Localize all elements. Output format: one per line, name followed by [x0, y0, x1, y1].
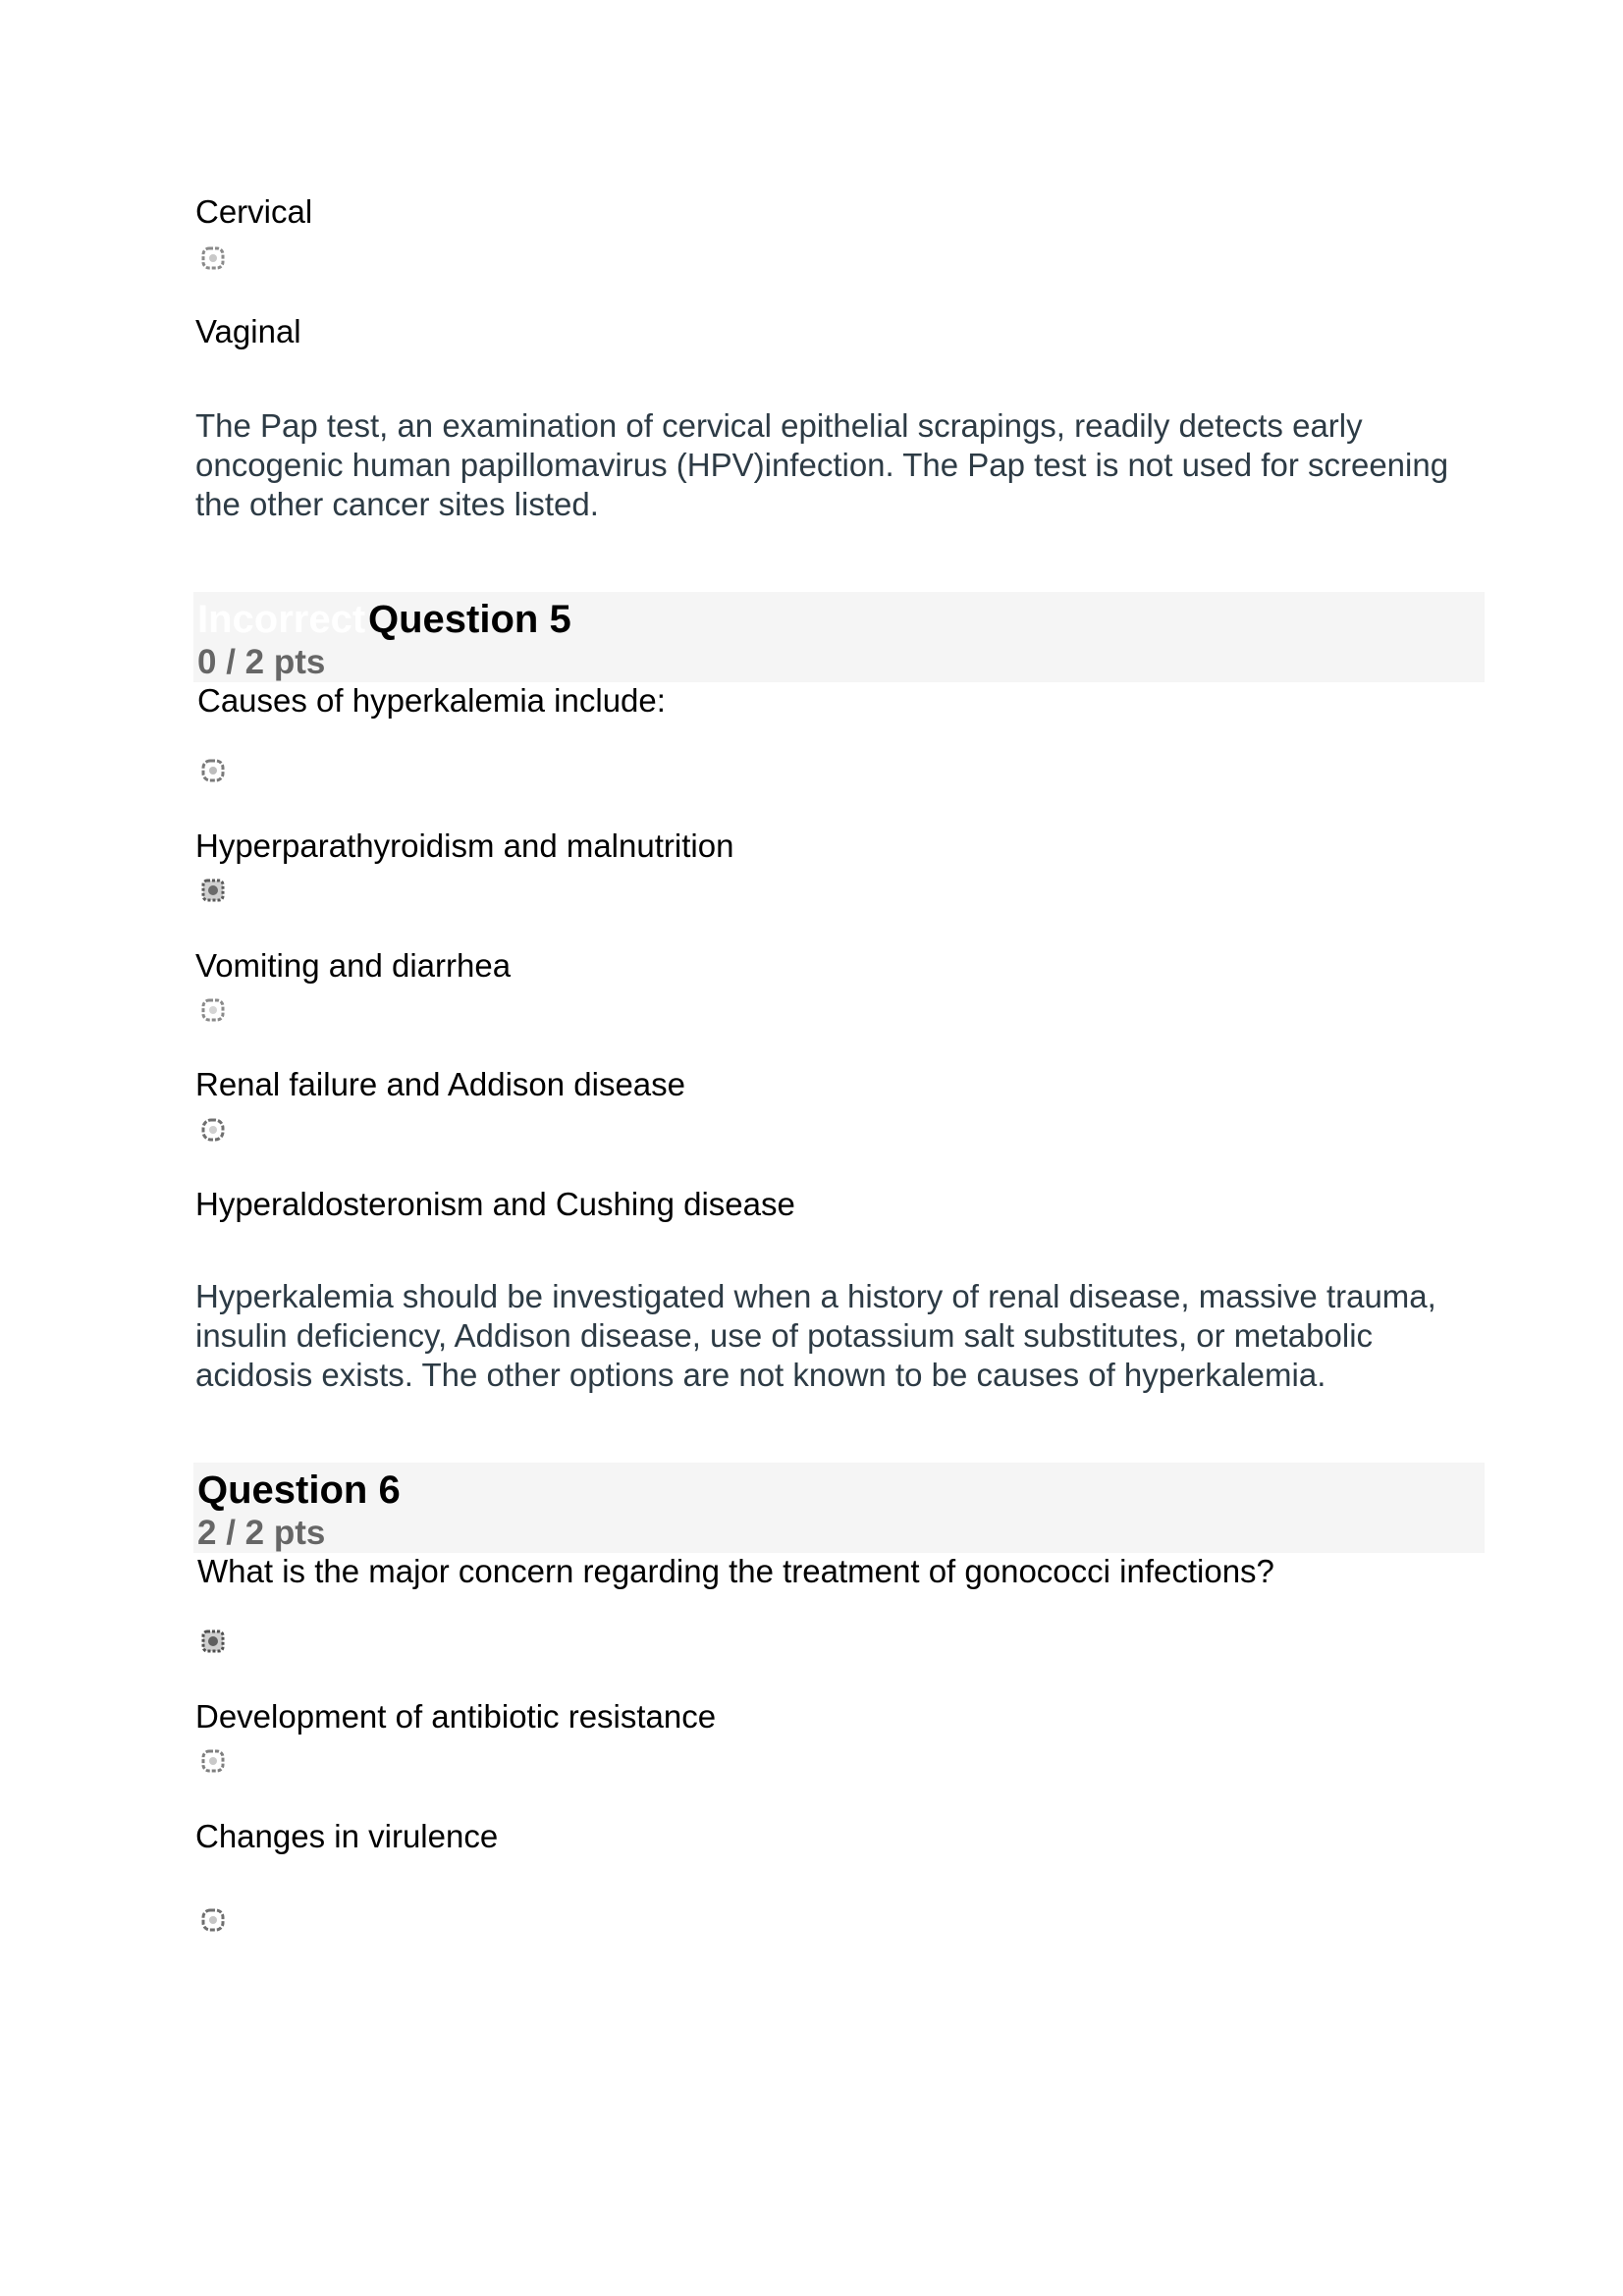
- radio-button-icon[interactable]: [200, 1748, 226, 1774]
- answer-option-label: Renal failure and Addison disease: [195, 1066, 686, 1102]
- answer-option-label: Vomiting and diarrhea: [195, 947, 512, 984]
- question-6-header: [193, 1463, 1485, 1553]
- question-title: Question 6: [197, 1468, 401, 1512]
- answer-option-label: Changes in virulence: [195, 1818, 499, 1854]
- question-points: 2 / 2 pts: [197, 1514, 326, 1552]
- question-status-label: Incorrect: [197, 598, 366, 641]
- answer-option-label: Hyperparathyroidism and malnutrition: [195, 828, 734, 864]
- answer-option-label: Vaginal: [195, 313, 301, 349]
- question-points: 0 / 2 pts: [197, 643, 326, 681]
- radio-button-icon[interactable]: [200, 758, 226, 783]
- answer-option-label: Development of antibiotic resistance: [195, 1698, 717, 1735]
- question-prompt: What is the major concern regarding the treatment of gonococci infections?: [197, 1553, 1274, 1589]
- radio-button-icon[interactable]: [200, 997, 226, 1023]
- question-5-header: [193, 592, 1485, 682]
- answer-feedback-text: Hyperkalemia should be investigated when a history of renal disease, massive trauma, insulin deficiency, Addison disease, use of potassium salt substitutes, or metabolic acidosis exists. The other options are not known to be causes of hyperkalemia.: [195, 1278, 1436, 1393]
- radio-button-icon[interactable]: [200, 1629, 226, 1654]
- radio-button-icon[interactable]: [200, 878, 226, 903]
- answer-feedback-text: The Pap test, an examination of cervical epithelial scrapings, readily detects early oncogenic human papillomavirus (HPV)infection. The Pap test is not used for screening the other cancer sites listed.: [195, 407, 1449, 522]
- answer-option-label: Cervical: [195, 193, 313, 230]
- question-prompt: Causes of hyperkalemia include:: [197, 682, 666, 719]
- radio-button-icon[interactable]: [200, 1117, 226, 1143]
- radio-button-icon[interactable]: [200, 1907, 226, 1933]
- answer-option-label: Hyperaldosteronism and Cushing disease: [195, 1186, 795, 1222]
- radio-button-icon[interactable]: [200, 245, 226, 271]
- question-title: Question 5: [368, 598, 571, 641]
